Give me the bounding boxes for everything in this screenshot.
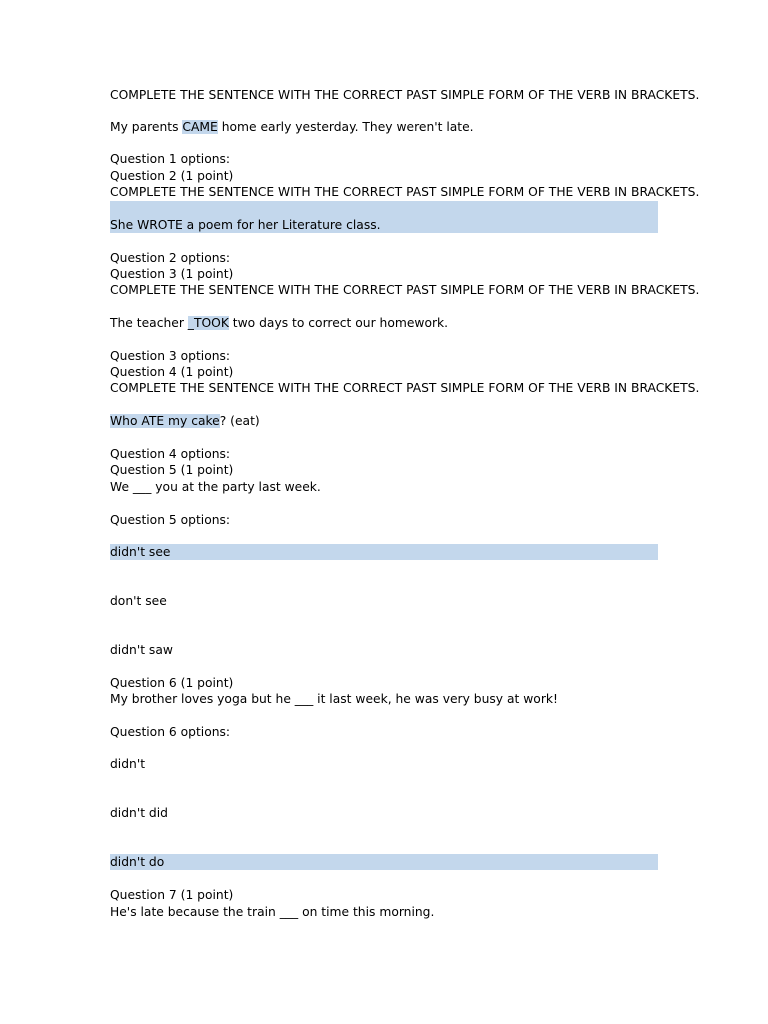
sentence-text: The teacher	[110, 316, 188, 330]
sentence-text: two days to correct our homework.	[228, 316, 449, 330]
option: didn't did	[110, 806, 168, 820]
question-4-sentence	[110, 413, 260, 429]
question-2-options-label: Question 2 options:	[110, 251, 231, 265]
question-4-header: Question 4 (1 point)	[110, 365, 234, 379]
instruction-text: COMPLETE THE SENTENCE WITH THE CORRECT PAST SIMPLE FORM OF THE VERB IN BRACKETS.	[110, 283, 700, 297]
question-7-header: Question 7 (1 point)	[110, 888, 234, 902]
highlight-band-q6-answer	[110, 854, 658, 870]
answer-highlight: Who ATE my cake	[110, 414, 220, 428]
question-1-options-label: Question 1 options:	[110, 152, 231, 166]
question-4-options-label: Question 4 options:	[110, 447, 231, 461]
instruction-text: COMPLETE THE SENTENCE WITH THE CORRECT PAST SIMPLE FORM OF THE VERB IN BRACKETS.	[110, 88, 700, 102]
instruction-text: COMPLETE THE SENTENCE WITH THE CORRECT PAST SIMPLE FORM OF THE VERB IN BRACKETS.	[110, 381, 700, 395]
question-1-sentence	[110, 119, 474, 135]
option: didn't	[110, 757, 146, 771]
option-selected: didn't see	[110, 545, 171, 559]
question-2-header: Question 2 (1 point)	[110, 169, 234, 183]
answer-highlight: CAME	[182, 120, 218, 134]
question-6-sentence: My brother loves yoga but he ___ it last week, he was very busy at work!	[110, 692, 558, 706]
question-6-header: Question 6 (1 point)	[110, 676, 234, 690]
question-5-sentence: We ___ you at the party last week.	[110, 480, 321, 494]
question-5-header: Question 5 (1 point)	[110, 463, 234, 477]
answer-highlight: _TOOK	[187, 316, 229, 330]
question-3-sentence	[110, 315, 448, 331]
option-selected: didn't do	[110, 855, 165, 869]
sentence-text: home early yesterday. They weren't late.	[217, 120, 474, 134]
question-3-header: Question 3 (1 point)	[110, 267, 234, 281]
sentence-text: My parents	[110, 120, 183, 134]
question-7-sentence: He's late because the train ___ on time this morning.	[110, 905, 435, 919]
sentence-text: ? (eat)	[219, 414, 260, 428]
question-6-options-label: Question 6 options:	[110, 725, 231, 739]
question-3-options-label: Question 3 options:	[110, 349, 231, 363]
question-5-options-label: Question 5 options:	[110, 513, 231, 527]
question-2-sentence: She WROTE a poem for her Literature class.	[110, 218, 381, 232]
highlight-band-q5-answer	[110, 544, 658, 560]
option: don't see	[110, 594, 167, 608]
option: didn't saw	[110, 643, 173, 657]
instruction-text: COMPLETE THE SENTENCE WITH THE CORRECT PAST SIMPLE FORM OF THE VERB IN BRACKETS.	[110, 185, 700, 199]
